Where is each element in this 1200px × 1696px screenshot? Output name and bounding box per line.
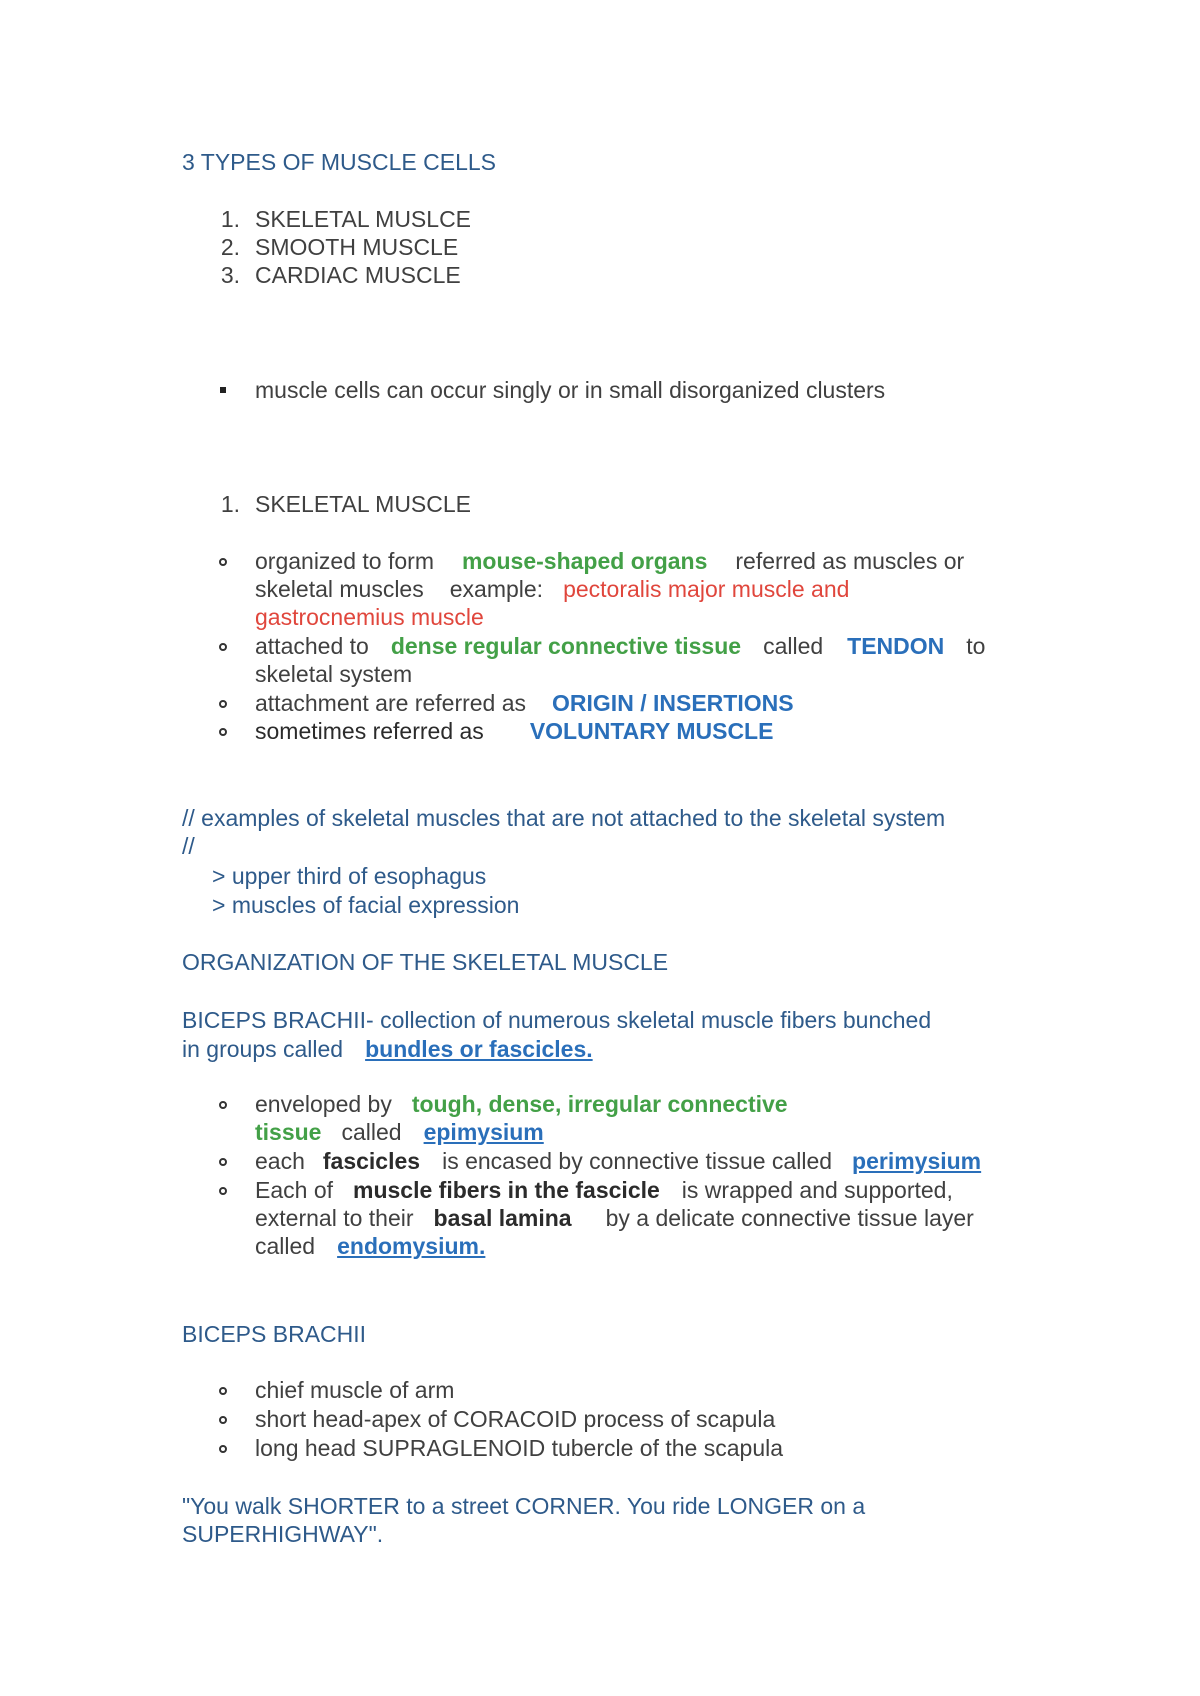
keyword-tendon: TENDON [847, 633, 945, 659]
text: referred as muscles or [735, 548, 965, 574]
text: Each of [255, 1177, 333, 1203]
square-bullet-icon [220, 387, 226, 393]
mnemonic-line1: "You walk SHORTER to a street CORNER. You ride LONGER on a [182, 1493, 866, 1519]
biceps-intro-line2 [182, 1035, 593, 1063]
text: external to their [255, 1205, 414, 1231]
organization-point-3-line1 [255, 1176, 953, 1204]
skeletal-point-3 [255, 689, 794, 717]
biceps-intro-line1: BICEPS BRACHII- collection of numerous skeletal muscle fibers bunched [182, 1007, 932, 1033]
biceps-point: short head-apex of CORACOID process of scapula [255, 1406, 776, 1432]
skeletal-heading-text: SKELETAL MUSCLE [255, 491, 472, 517]
text: called [255, 1233, 316, 1259]
text: is wrapped and supported, [681, 1177, 953, 1203]
examples-note-line2: // [182, 833, 195, 859]
biceps-point: long head SUPRAGLENOID tubercle of the scapula [255, 1435, 784, 1461]
example-text: pectoralis major muscle and [563, 576, 850, 602]
list-item-text: CARDIAC MUSCLE [255, 262, 461, 288]
skeletal-point-4 [255, 717, 773, 745]
circle-bullet-icon [219, 558, 227, 566]
biceps-heading: BICEPS BRACHII [182, 1321, 367, 1347]
keyword-muscle-fibers: muscle fibers in the fascicle [353, 1177, 660, 1203]
keyword-epimysium: epimysium [423, 1119, 544, 1145]
biceps-point: chief muscle of arm [255, 1377, 455, 1403]
circle-bullet-icon [219, 1387, 227, 1395]
circle-bullet-icon [219, 700, 227, 708]
circle-bullet-icon [219, 1187, 227, 1195]
text: sometimes referred as [255, 718, 484, 744]
keyword-origin-insertions: ORIGIN / INSERTIONS [552, 690, 794, 716]
skeletal-point-1-line3: gastrocnemius muscle [255, 604, 484, 630]
examples-note-line1: // examples of skeletal muscles that are not attached to the skeletal system [182, 805, 946, 831]
keyword-fascicles: fascicles [322, 1148, 421, 1174]
circle-bullet-icon [219, 1416, 227, 1424]
list-number: 3. [220, 262, 240, 288]
text: called [341, 1119, 402, 1145]
list-number: 1. [220, 206, 240, 232]
text: attached to [255, 633, 369, 659]
circle-bullet-icon [219, 1445, 227, 1453]
text: attachment are referred as [255, 690, 527, 716]
organization-point-3-line2 [255, 1204, 974, 1232]
text: by a delicate connective tissue layer [605, 1205, 974, 1231]
text: each [255, 1148, 305, 1174]
keyword-tough-dense: tough, dense, irregular connective [411, 1091, 788, 1117]
organization-point-3-line3 [255, 1232, 485, 1260]
bullet-note: muscle cells can occur singly or in small disorganized clusters [255, 377, 886, 403]
text: skeletal muscles [255, 576, 424, 602]
text: organized to form [255, 548, 434, 574]
text: is encased by connective tissue called [442, 1148, 833, 1174]
list-item-text: SMOOTH MUSCLE [255, 234, 459, 260]
keyword-bundles-fascicles: bundles or fascicles. [365, 1036, 593, 1062]
list-number: 1. [220, 491, 240, 517]
organization-point-2 [255, 1147, 981, 1175]
skeletal-point-1-line1 [255, 547, 964, 575]
mnemonic-line2: SUPERHIGHWAY". [182, 1521, 384, 1547]
skeletal-point-1-line2 [255, 575, 849, 603]
skeletal-point-2-line1 [255, 632, 985, 660]
circle-bullet-icon [219, 728, 227, 736]
circle-bullet-icon [219, 1158, 227, 1166]
keyword-voluntary-muscle: VOLUNTARY MUSCLE [529, 718, 774, 744]
list-item-text: SKELETAL MUSLCE [255, 206, 472, 232]
organization-point-1-line1 [255, 1090, 788, 1118]
keyword-connective-tissue: dense regular connective tissue [390, 633, 742, 659]
keyword-perimysium: perimysium [852, 1148, 982, 1174]
circle-bullet-icon [219, 643, 227, 651]
circle-bullet-icon [219, 1101, 227, 1109]
text: called [763, 633, 824, 659]
example-item: > muscles of facial expression [212, 892, 520, 918]
organization-heading: ORGANIZATION OF THE SKELETAL MUSCLE [182, 949, 669, 975]
example-item: > upper third of esophagus [212, 863, 487, 889]
text: in groups called [182, 1036, 344, 1062]
text: to [966, 633, 986, 659]
keyword-mouse-shaped-organs: mouse-shaped organs [461, 548, 708, 574]
text: example: [449, 576, 544, 602]
heading-muscle-cell-types: 3 TYPES OF MUSCLE CELLS [182, 149, 497, 175]
text: enveloped by [255, 1091, 392, 1117]
skeletal-point-2-line2: skeletal system [255, 661, 413, 687]
keyword-endomysium: endomysium. [337, 1233, 486, 1259]
list-number: 2. [220, 234, 240, 260]
keyword-basal-lamina: basal lamina [433, 1205, 572, 1231]
organization-point-1-line2 [255, 1118, 544, 1146]
keyword-tissue: tissue [255, 1119, 322, 1145]
